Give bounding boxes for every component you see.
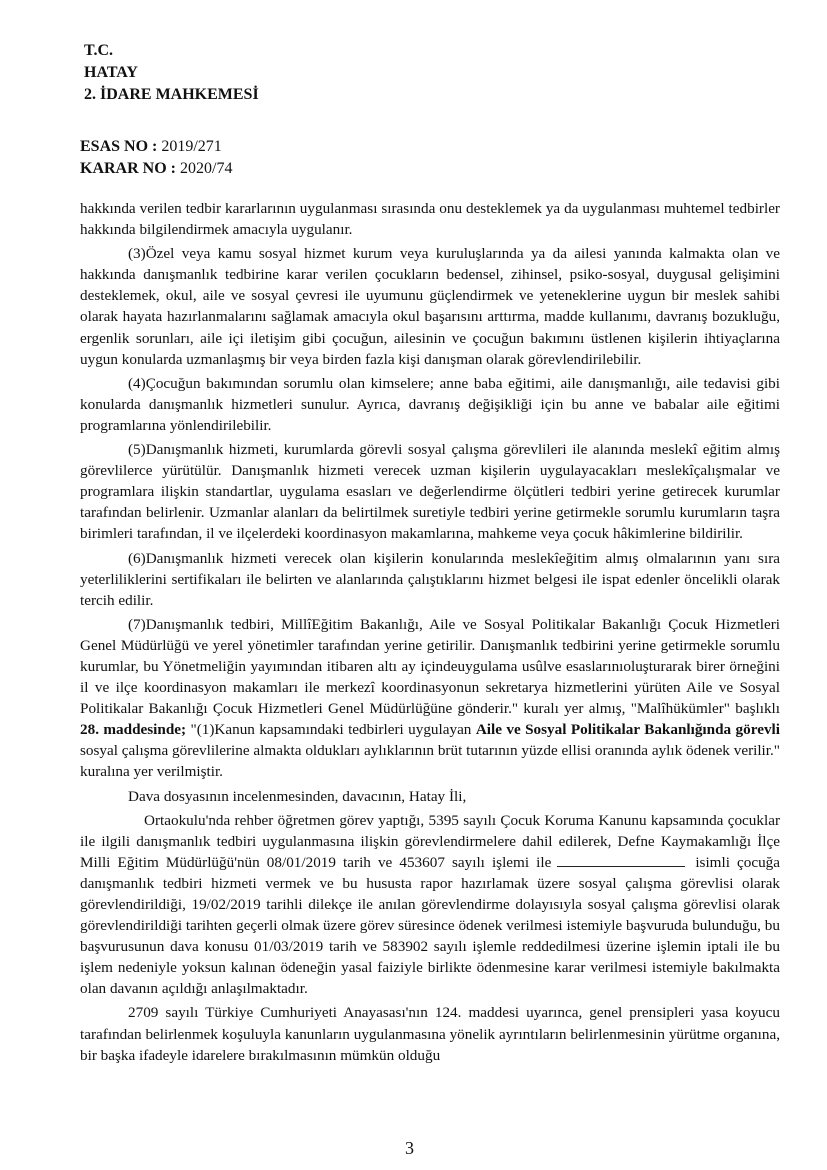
paragraph-case-intro: Dava dosyasının incelenmesinden, davacının, Hatay İli, — [128, 787, 467, 805]
paragraph-constitution: 2709 sayılı Türkiye Cumhuriyeti Anayasası'nın 124. maddesi uyarınca, genel prensipleri yasa koyucu tarafından belirlenmek koşuluyla kanunların uygulanmasına yönelik ayrıntıların belirlenmesinin yürütme organına, bir başka ifadeyle idarelere bırakılmasının mümkün olduğu — [80, 1004, 780, 1064]
ministry-ref: Aile ve Sosyal Politikalar Bakanlığında görevli — [475, 721, 780, 739]
karar-label: KARAR NO : — [80, 160, 176, 177]
paragraph-5: (5)Danışmanlık hizmeti, kurumlarda görevli sosyal çalışma görevlileri ile alanında meslekî eğitim almış görevlilerce yürütülür. Danışmanlık hizmeti verecek uzman kişilerin uygulayacakları meslekîçalışmalar ve programlara ilişkin standartlar, uygulama esasları ve değerlendirme ölçütleri tedbiri yerine getirecek kurumlar tarafından belirlenir. Uzmanlar alanları da belirtilmek suretiyle tedbiri yerine getirmekle sorumlu kurumların taşra birimleri tarafından, il ve ilçelerdeki koordinasyon makamlarına, mahkeme veya çocuk hâkimlerine bildirilir. — [80, 441, 780, 543]
paragraph-4: (4)Çocuğun bakımından sorumlu olan kimselere; anne baba eğitimi, aile danışmanlığı, aile tedavisi gibi konularda danışmanlık hizmetleri sunulur. Ayrıca, davranış değişikliği için bu anne ve babalar aile eğitimi programlarına yönlendirilebilir. — [80, 374, 780, 434]
paragraph-7-end: sosyal çalışma görevlilerine almakta oldukları aylıklarının brüt tutarının yüzde ellisi oranında aylık ödenek verilir." kuralına yer verilmiştir. — [80, 742, 780, 781]
redacted-name-blank — [557, 852, 685, 867]
paragraph-case-facts — [80, 810, 780, 1000]
paragraph-7-mid: "(1)Kanun kapsamındaki tedbirleri uygulayan — [186, 721, 476, 739]
karar-no — [80, 158, 232, 180]
paragraph-continuation: hakkında verilen tedbir kararlarının uygulanması sırasında onu desteklemek ya da uygulanması muhtemel tedbirler hakkında bilgilendirmek amacıyla uygulanır. — [80, 200, 780, 239]
page-number: 3 — [405, 1138, 414, 1158]
court-header — [84, 40, 259, 106]
header-city: HATAY — [84, 64, 138, 81]
paragraph-7-text: (7)Danışmanlık tedbiri, MillîEğitim Bakanlığı, Aile ve Sosyal Politikalar Bakanlığı Çocuk Hizmetleri Genel Müdürlüğü ve yerel yönetimler tarafından yerine getirilir. Danışmanlık tedbirini yerine getirmekle sorumlu kurumlar, bu Yönetmeliğin yayımından itibaren altı ay içindeuygulama usûlve esaslarınıoluşturarak birer örneğini il ve ilçe koordinasyon makamları ile merkezî koordinasyonun sekretarya hizmetlerini yürüten Aile ve Sosyal Politikalar Bakanlığı Çocuk Hizmetleri Genel Müdürlüğüne gönderir." kuralı yer almış, "Malîhükümler" başlıklı — [80, 615, 780, 718]
esas-value: 2019/271 — [161, 138, 222, 155]
case-facts-part1: Ortaokulu'nda rehber öğretmen görev yaptığı, 5395 sayılı Çocuk Koruma Kanunu kapsamında çocuklar ile ilgili danışmanlık tedbiri uygulanmasına ilişkin görevlendirmelere dahil edilerek, Defne Kaymakamlığı İlçe Milli Eğitim Müdürlüğü'nün 08/01/2019 tarih ve 453607 sayılı işlemi ile — [80, 811, 780, 871]
article-28-ref: 28. maddesinde; — [80, 721, 187, 739]
karar-value: 2020/74 — [180, 160, 233, 177]
paragraph-7 — [80, 614, 780, 783]
header-court: 2. İDARE MAHKEMESİ — [84, 86, 259, 103]
document-body — [80, 198, 780, 1069]
header-tc: T.C. — [84, 42, 114, 59]
esas-label: ESAS NO : — [80, 138, 158, 155]
case-facts-part2: isimli çocuğa danışmanlık tedbiri hizmeti vermek ve bu hususta rapor hazırlamak üzere sosyal çalışma görevlisi olarak görevlendirildiği, 19/02/2019 tarihli dilekçe ile anılan görevlendirme dolayısıyla sosyal çalışma görevlisi olarak görevlendirildiği tarihten geçerli olmak üzere görev süresince ödenek verilmesi istemiyle başvuruda bulunduğu, bu başvurusunun dava konusu 01/03/2019 tarih ve 583902 sayılı işlemle reddedilmesi üzerine işlemin iptali ile bu işlem nedeniyle yoksun kalınan ödeneğin yasal faiziyle birlikte ödenmesine karar verilmesi istemiyle bakılmakta olan davanın açıldığı anlaşılmaktadır. — [80, 853, 781, 998]
paragraph-3: (3)Özel veya kamu sosyal hizmet kurum veya kuruluşlarında ya da ailesi yanında kalmakta olan ve hakkında danışmanlık tedbirine karar verilen çocukların bedensel, zihinsel, psiko-sosyal, duygusal gelişimini desteklemek, okul, aile ve sosyal çevresi ile uyumunu güçlendirmek ve yeteneklerine uygun bir meslek sahibi olarak hayata hazırlanmalarını sağlamak amacıyla okul başarısını arttırma, madde kullanımı, davranış bozukluğu, ergenlik sorunları, aile içi iletişim gibi çocuğun, ailesinin ve çocuğun bakımını üstlenen kişilerin ihtiyaçlarına uygun konularda uzmanlaşmış bir veya birden fazla kişi danışman olarak görevlendirilebilir. — [80, 245, 780, 368]
paragraph-6: (6)Danışmanlık hizmeti verecek olan kişilerin konularında meslekîeğitim almış olmalarının yanı sıra yeterliliklerini sertifikaları ile belirten ve alanlarında çalıştıklarını hizmet belgesi ile ispat edenler öncelikli olarak tercih edilir. — [80, 549, 780, 609]
case-numbers — [80, 136, 232, 180]
esas-no — [80, 136, 232, 158]
